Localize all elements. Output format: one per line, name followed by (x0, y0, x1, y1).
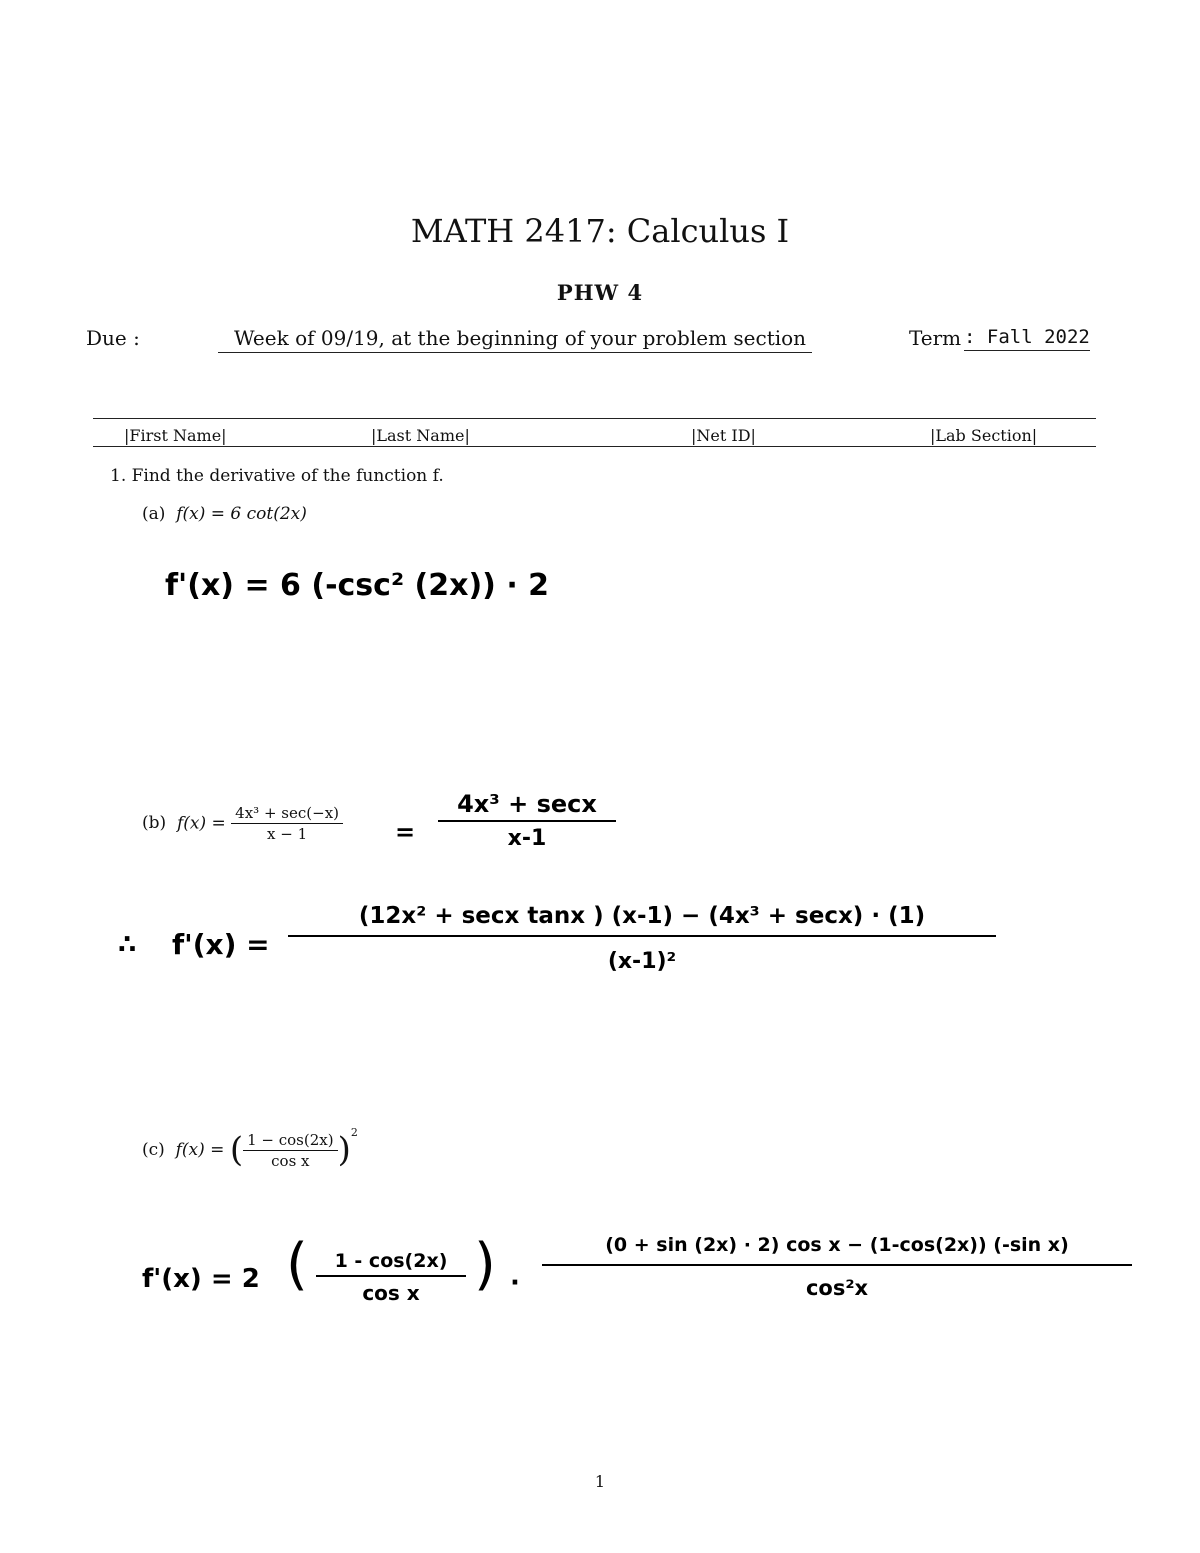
part-b-handwritten-equals: = (395, 818, 416, 846)
field-net-id: |Net ID| (691, 426, 756, 445)
fields-top-rule (93, 418, 1096, 419)
assignment-name: PHW 4 (556, 280, 644, 305)
part-a-function: f(x) = 6 cot(2x) (176, 504, 307, 524)
part-b-numerator: 4x³ + sec(−x) (231, 804, 343, 824)
part-c-derivative-lhs: f'(x) = 2 (142, 1264, 260, 1294)
part-b-derivative-denominator: (x-1)² (607, 949, 677, 974)
field-first-name: |First Name| (124, 426, 227, 445)
part-b-handwritten-fraction (438, 790, 616, 851)
fields-bottom-rule (93, 446, 1096, 447)
part-c-dot: · (510, 1268, 520, 1298)
therefore-symbol: ∴ (118, 930, 137, 960)
question-1-intro: 1. Find the derivative of the function f. (110, 466, 444, 486)
part-c-problem (142, 1126, 358, 1170)
part-c-derivative-denominator: cos²x (805, 1276, 869, 1300)
part-c-denominator: cos x (271, 1151, 310, 1170)
part-c-label: (c) (142, 1140, 165, 1160)
part-a-label: (a) (142, 504, 166, 524)
part-b-fraction (231, 804, 343, 843)
part-a-problem (142, 504, 307, 524)
part-c-derivative-fraction (542, 1234, 1132, 1300)
part-b-denominator: x − 1 (267, 825, 308, 843)
part-c-right-paren: ) (337, 1130, 351, 1170)
part-b-derivative-numerator: (12x² + secx tanx ) (x-1) − (4x³ + secx) · (1) (288, 903, 996, 937)
due-label: Due : (86, 326, 140, 350)
page-title: MATH 2417: Calculus I (410, 212, 790, 250)
part-b-lhs: f(x) = (176, 813, 226, 834)
part-c-inner-numerator: 1 - cos(2x) (316, 1250, 466, 1277)
due-value: Week of 09/19, at the beginning of your problem section (218, 326, 812, 353)
field-last-name: |Last Name| (371, 426, 470, 445)
part-b-handwritten-numerator: 4x³ + secx (438, 790, 616, 822)
part-c-handwritten-left-paren: ( (286, 1232, 308, 1297)
part-c-inner-fraction (316, 1250, 466, 1305)
term-label: Term (909, 326, 962, 350)
part-c-inner-denominator: cos x (362, 1281, 420, 1305)
term-value: : Fall 2022 (964, 326, 1090, 351)
part-c-exponent: 2 (350, 1126, 358, 1139)
part-c-derivative-numerator: (0 + sin (2x) · 2) cos x − (1-cos(2x)) (-sin x) (542, 1234, 1132, 1266)
part-c-fraction (243, 1131, 337, 1170)
part-c-lhs: f(x) = (175, 1140, 225, 1160)
part-b-label: (b) (142, 813, 167, 833)
page-number: 1 (594, 1472, 606, 1491)
part-b-derivative-fraction (288, 903, 996, 974)
due-term-row (86, 326, 1096, 356)
part-c-numerator: 1 − cos(2x) (243, 1131, 337, 1151)
part-c-handwritten-right-paren: ) (474, 1232, 496, 1297)
part-c-left-paren: ( (229, 1130, 244, 1170)
field-lab-section: |Lab Section| (930, 426, 1038, 445)
part-a-handwritten-answer: f'(x) = 6 (-csc² (2x)) · 2 (165, 568, 550, 603)
part-b-problem (142, 804, 343, 843)
part-b-derivative-lhs: f'(x) = (172, 928, 270, 961)
part-b-handwritten-denominator: x-1 (507, 826, 547, 851)
